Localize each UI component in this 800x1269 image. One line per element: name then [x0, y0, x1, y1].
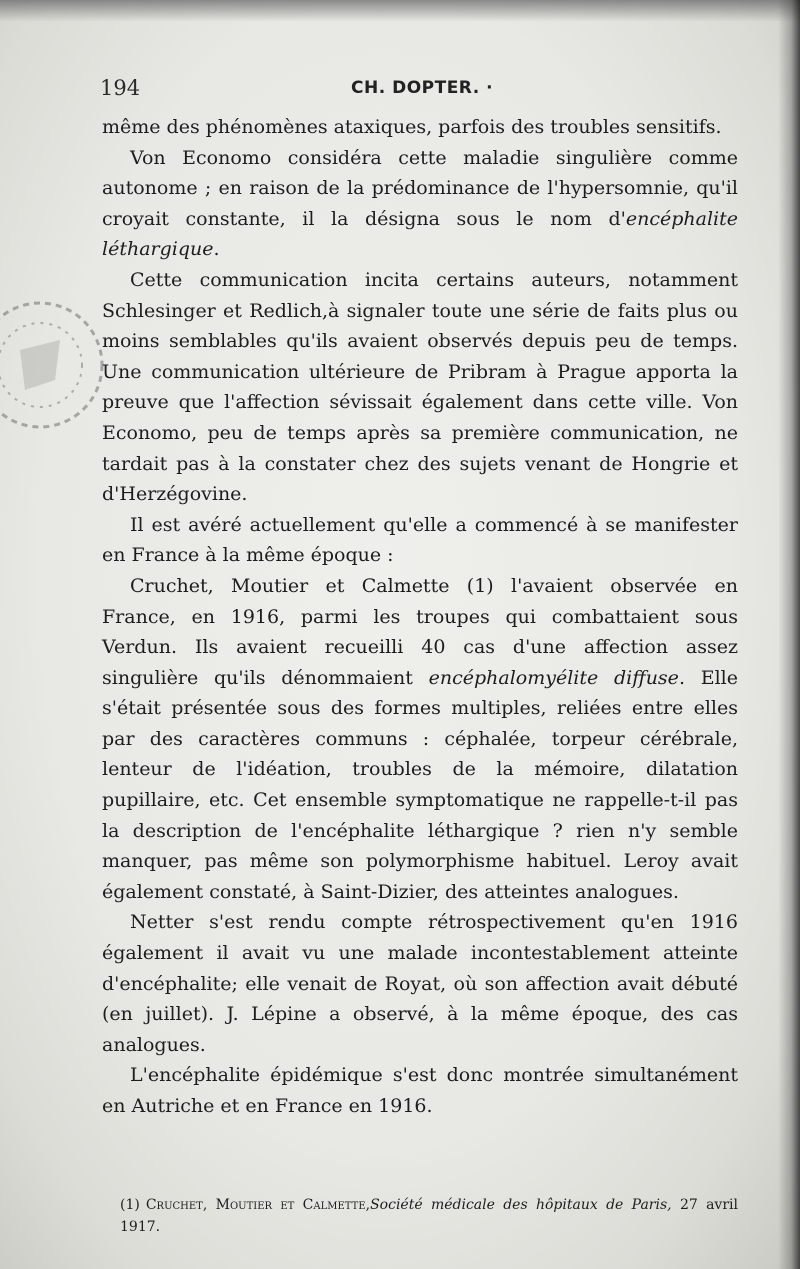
footnote-marker: (1): [120, 1197, 140, 1213]
paragraph-5-rest: . Elle s'était présentée sous des formes multiples, reliées entre elles par des caractères communs : céphalée, torpeur cérébrale, lenteur de l'idéation, troubles de la mémoire, dilatation pupillaire, etc. Cet ensemble symptomatique ne rappelle-t-il pas la description de l'encéphalite léthargique ? rien n'y semble manquer, pas même son polymorphisme habituel. Leroy avait également constaté, à Saint-Dizier, des atteintes analogues.: [102, 666, 738, 903]
paragraph-7: L'encéphalite épidémique s'est donc montrée simultanément en Autriche et en France en 1916.: [102, 1064, 738, 1117]
paragraph-5-text: Cruchet, Moutier et Calmette (1) l'avaient observée en France, en 1916, parmi les troupes qui combattaient sous Verdun. Ils avaient recueilli 40 cas d'une affection assez singulière qu'ils dénommaient: [102, 574, 738, 689]
footnote: [120, 1194, 738, 1238]
running-title: CH. DOPTER. ·: [351, 78, 494, 98]
paragraph-4: Il est avéré actuellement qu'elle a commencé à se manifester en France à la même époque :: [102, 513, 738, 567]
paragraph-5-italic-term: encéphalomyélite diffuse: [428, 666, 679, 689]
paragraph-3: Cette communication incita certains auteurs, notamment Schlesinger et Redlich,à signaler toute une série de faits plus ou moins semblables qu'ils avaient observés depuis peu de temps. Une communication ultérieure de Pribram à Prague apporta la preuve que l'affection sévissait également dans cette ville. Von Economo, peu de temps après sa première communication, ne tardait pas à la constater chez des sujets venant de Hongrie et d'Herzégovine.: [102, 268, 738, 506]
footnote-journal: Société médicale des hôpitaux de Paris,: [370, 1197, 672, 1213]
paragraph-5: [102, 571, 738, 908]
paragraph-2: [102, 143, 738, 265]
footnote-authors: Cruchet, Moutier et Calmette,: [145, 1197, 371, 1213]
page-number: 194: [100, 76, 141, 100]
paragraph-2-italic-term: encéphalite léthargique: [102, 207, 738, 261]
paragraph-2-text: Von Economo considéra cette maladie singulière comme autonome ; en raison de la prédominance de l'hypersomnie, qu'il croyait constante, il la désigna sous le nom d': [102, 146, 738, 230]
body-text: [102, 112, 738, 1122]
paragraph-6: Netter s'est rendu compte rétrospectivement qu'en 1916 également il avait vu une malade incontestablement atteinte d'encéphalite; elle venait de Royat, où son affection avait débuté (en juillet). J. Lépine a observé, à la même époque, des cas analogues.: [102, 911, 738, 1056]
top-edge-shadow: [0, 0, 800, 22]
paragraph-2-end: .: [213, 238, 220, 261]
footnote-date: 27 avril 1917.: [120, 1197, 738, 1235]
right-edge-shadow: [778, 0, 800, 1269]
paragraph-1: même des phénomènes ataxiques, parfois des troubles sensitifs.: [102, 116, 722, 138]
